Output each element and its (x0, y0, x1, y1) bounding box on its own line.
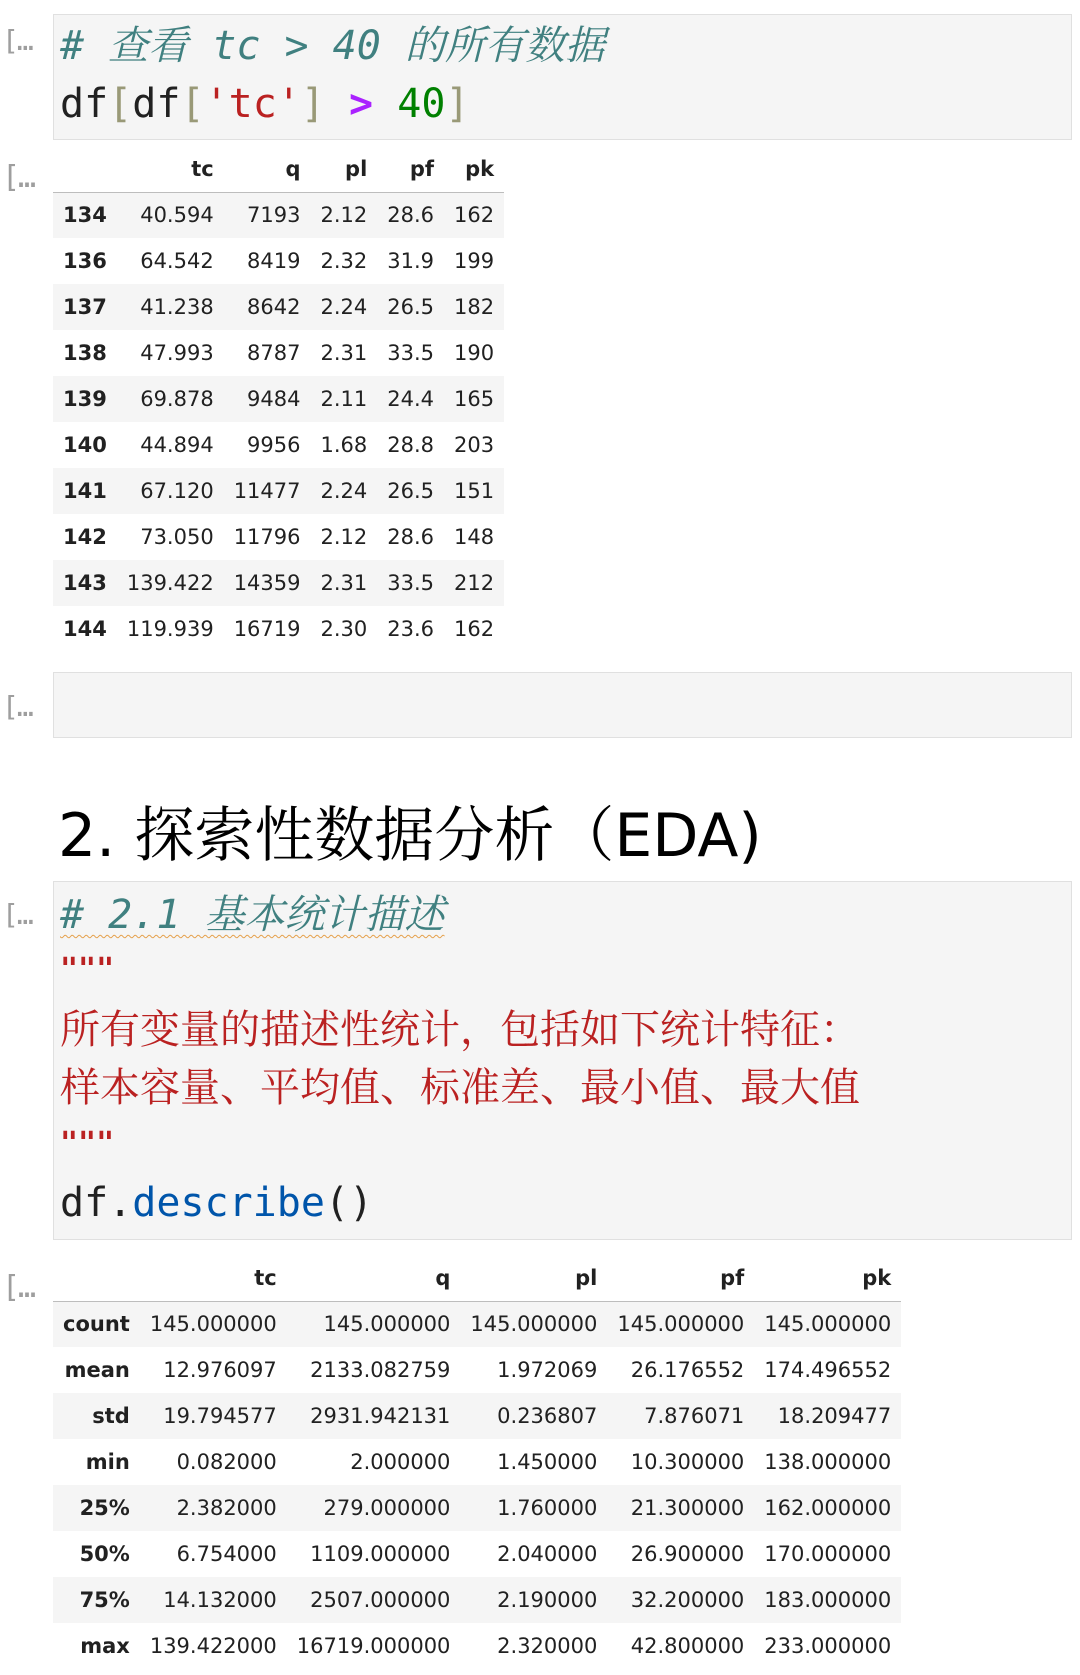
table-cell: 170.000000 (764, 1542, 892, 1566)
table-cell: 145.000000 (617, 1312, 745, 1337)
docstring-line-2: 样本容量、平均值、标准差、最小值、最大值 (60, 1065, 860, 1111)
column-header: tc (140, 1255, 287, 1301)
row-index: 75% (79, 1588, 130, 1612)
table-cell: 41.238 (140, 295, 214, 319)
table-cell: 2.12 (320, 203, 368, 228)
table-cell: 2.30 (320, 617, 368, 641)
table-cell: 40.594 (140, 203, 214, 228)
table-cell: 145.000000 (470, 1312, 598, 1337)
table-cell: 9484 (247, 387, 301, 411)
docstring-close-quotes: """ (60, 1126, 115, 1161)
table-cell: 2.12 (320, 525, 368, 549)
table-cell: 2.31 (320, 341, 368, 365)
filtered-dataframe-table (53, 146, 504, 652)
table-cell: 2.000000 (350, 1450, 451, 1474)
table-cell: 44.894 (140, 433, 214, 457)
table-cell: 139.422 (126, 571, 214, 595)
table-cell: 203 (454, 433, 495, 457)
table-cell: 182 (454, 295, 495, 319)
table-cell: 0.236807 (497, 1404, 598, 1428)
table-cell: 2.32 (320, 249, 368, 273)
table-cell: 9956 (247, 433, 301, 457)
output-prompt: [… (2, 1270, 35, 1305)
table-cell: 2133.082759 (310, 1358, 451, 1382)
table-cell: 138.000000 (764, 1450, 892, 1474)
row-index: mean (64, 1358, 130, 1382)
row-index: 134 (63, 203, 107, 228)
table-cell: 2507.000000 (310, 1588, 451, 1612)
table-cell: 2.320000 (497, 1634, 598, 1658)
table-row (53, 422, 504, 468)
table-cell: 174.496552 (764, 1358, 892, 1382)
table-cell: 145.000000 (764, 1312, 892, 1337)
table-row (53, 1347, 901, 1393)
table-cell: 33.5 (387, 571, 435, 595)
table-cell: 2.11 (320, 387, 368, 411)
table-cell: 26.176552 (630, 1358, 745, 1382)
table-cell: 67.120 (140, 479, 214, 503)
code-cell-describe[interactable] (53, 881, 1072, 1240)
table-cell: 8642 (247, 295, 301, 319)
table-cell: 73.050 (140, 525, 214, 549)
table-cell: 8419 (247, 249, 301, 273)
input-prompt: [… (2, 898, 32, 931)
row-index: 50% (79, 1542, 130, 1566)
table-cell: 119.939 (126, 617, 214, 641)
table-cell: 212 (454, 571, 495, 595)
code-comment: # 2.1 基本统计描述 (60, 892, 445, 938)
table-cell: 183.000000 (764, 1588, 892, 1612)
table-cell: 139.422000 (149, 1634, 277, 1658)
table-row (53, 1577, 901, 1623)
table-cell: 26.900000 (630, 1542, 745, 1566)
table-cell: 145.000000 (323, 1312, 451, 1337)
table-row (53, 468, 504, 514)
table-header-row (53, 146, 504, 192)
table-cell: 14.132000 (163, 1588, 277, 1612)
table-cell: 2931.942131 (310, 1404, 451, 1428)
table-cell: 0.082000 (176, 1450, 277, 1474)
code-comment: # 查看 tc > 40 的所有数据 (60, 23, 605, 69)
row-index: 25% (79, 1496, 130, 1520)
column-header: pl (311, 146, 378, 192)
table-cell: 151 (454, 479, 495, 503)
table-cell: 16719 (233, 617, 301, 641)
table-row (53, 606, 504, 652)
table-cell: 2.24 (320, 479, 368, 503)
table-cell: 28.8 (387, 433, 435, 457)
table-cell: 12.976097 (163, 1358, 277, 1382)
row-index: 144 (63, 617, 107, 641)
table-cell: 6.754000 (176, 1542, 277, 1566)
row-index: min (85, 1450, 130, 1474)
table-cell: 1.68 (320, 433, 368, 457)
column-header: q (287, 1255, 461, 1301)
table-cell: 33.5 (387, 341, 435, 365)
column-header: pk (444, 146, 504, 192)
index-header (53, 146, 117, 192)
table-cell: 69.878 (140, 387, 214, 411)
table-row (53, 376, 504, 422)
table-row (53, 1485, 901, 1531)
column-header: pf (607, 1255, 754, 1301)
row-index: 136 (63, 249, 107, 273)
table-cell: 26.5 (387, 479, 435, 503)
table-cell: 1.450000 (497, 1450, 598, 1474)
table-cell: 32.200000 (630, 1588, 745, 1612)
table-cell: 279.000000 (323, 1496, 451, 1520)
table-cell: 31.9 (387, 249, 435, 273)
row-index: max (80, 1634, 130, 1658)
table-cell: 19.794577 (163, 1404, 277, 1428)
table-cell: 16719.000000 (296, 1634, 451, 1658)
table-cell: 21.300000 (630, 1496, 745, 1520)
column-header: pk (754, 1255, 901, 1301)
empty-code-cell[interactable] (53, 672, 1072, 738)
table-cell: 28.6 (387, 525, 435, 549)
table-cell: 11796 (233, 525, 301, 549)
table-row (53, 1623, 901, 1669)
table-cell: 7.876071 (644, 1404, 745, 1428)
index-header (53, 1255, 140, 1301)
table-row (53, 1439, 901, 1485)
table-cell: 2.382000 (176, 1496, 277, 1520)
table-cell: 2.24 (320, 295, 368, 319)
row-index: 139 (63, 387, 107, 411)
input-prompt: [… (2, 24, 32, 57)
table-cell: 23.6 (387, 617, 435, 641)
table-cell: 199 (454, 249, 495, 273)
table-cell: 162 (454, 203, 495, 228)
code-line-filter: df[df['tc'] > 40] (60, 81, 470, 127)
table-cell: 233.000000 (764, 1634, 892, 1658)
table-cell: 18.209477 (777, 1404, 892, 1428)
table-cell: 165 (454, 387, 495, 411)
table-cell: 2.190000 (497, 1588, 598, 1612)
column-header: pf (377, 146, 444, 192)
row-index: 140 (63, 433, 107, 457)
table-row (53, 1531, 901, 1577)
table-row (53, 192, 504, 238)
table-cell: 148 (454, 525, 495, 549)
docstring-open-quotes: """ (60, 952, 115, 987)
docstring-line-1: 所有变量的描述性统计，包括如下统计特征： (60, 1007, 860, 1053)
table-cell: 190 (454, 341, 495, 365)
table-cell: 162.000000 (764, 1496, 892, 1520)
table-header-row (53, 1255, 901, 1301)
output-prompt: [… (2, 160, 35, 195)
table-cell: 1.760000 (497, 1496, 598, 1520)
table-cell: 2.31 (320, 571, 368, 595)
table-row (53, 1301, 901, 1347)
row-index: 141 (63, 479, 107, 503)
row-index: std (92, 1404, 130, 1428)
table-cell: 162 (454, 617, 495, 641)
row-index: 143 (63, 571, 107, 595)
table-cell: 47.993 (140, 341, 214, 365)
column-header: pl (460, 1255, 607, 1301)
describe-dataframe-table (53, 1255, 901, 1669)
table-cell: 145.000000 (149, 1312, 277, 1337)
column-header: tc (117, 146, 224, 192)
input-prompt: [… (2, 690, 32, 723)
table-cell: 14359 (233, 571, 301, 595)
table-cell: 64.542 (140, 249, 214, 273)
column-header: q (224, 146, 311, 192)
table-cell: 7193 (247, 203, 301, 228)
row-index: count (63, 1312, 130, 1337)
table-cell: 8787 (247, 341, 301, 365)
table-row (53, 330, 504, 376)
table-cell: 24.4 (387, 387, 435, 411)
table-cell: 10.300000 (630, 1450, 745, 1474)
table-cell: 42.800000 (630, 1634, 745, 1658)
table-row (53, 1393, 901, 1439)
code-cell-filter[interactable] (53, 14, 1072, 140)
table-cell: 26.5 (387, 295, 435, 319)
row-index: 142 (63, 525, 107, 549)
table-row (53, 284, 504, 330)
table-row (53, 560, 504, 606)
table-cell: 11477 (233, 479, 301, 503)
table-row (53, 514, 504, 560)
code-line-describe: df.describe() (60, 1180, 374, 1226)
row-index: 138 (63, 341, 107, 365)
table-cell: 1.972069 (497, 1358, 598, 1382)
table-row (53, 238, 504, 284)
section-heading: 2. 探索性数据分析（EDA) (58, 801, 762, 871)
table-cell: 28.6 (387, 203, 435, 228)
table-cell: 2.040000 (497, 1542, 598, 1566)
table-cell: 1109.000000 (310, 1542, 451, 1566)
row-index: 137 (63, 295, 107, 319)
